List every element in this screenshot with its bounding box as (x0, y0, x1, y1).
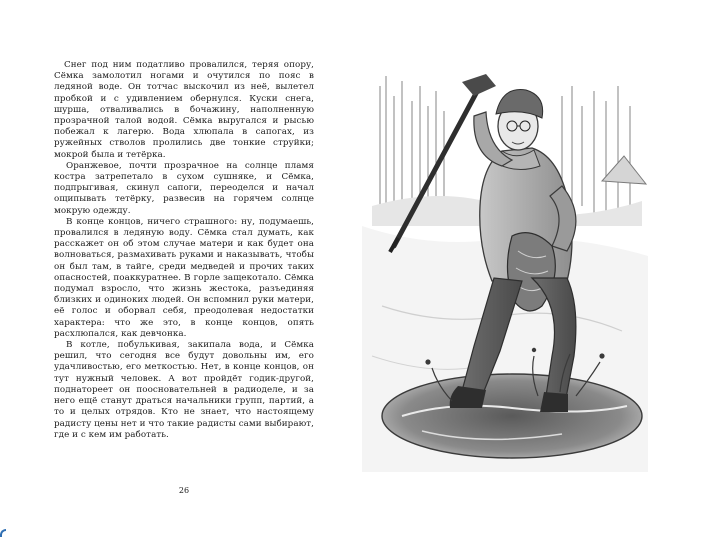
page-number: 26 (178, 486, 190, 495)
illustration-boy-with-gun (362, 56, 648, 472)
paragraph-2: Оранжевое, почти прозрачное на солнце пламя костра затрепетало в сухом сушняке, и Сёмка, подпрыгивая, скинул сапоги, переоделся и начал ощипывать тетёрку, развесив на горячем солнце мокрую одежду. (54, 160, 314, 216)
paragraph-1: Снег под ним податливо провалился, теряя опору, Сёмка замолотил ногами и очутился по пояс в ледяной воде. Он тотчас выскочил из неё, вылетел пробкой и с удивлением обернулся. Куски снега, шурша, отваливались в бочажину, наполненную прозрачной талой водой. Сёмка выругался и рысью побежал к лагерю. Вода хлюпала в сапогах, из ружейных стволов пролились две тонкие струйки; мокрой была и тетёрка. (54, 60, 314, 160)
paragraph-4: В котле, побулькивая, закипала вода, и Сёмка решил, что сегодня все будут довольны им, его удачливостью, его меткостью. Нет, в конце концов, он тут нужный человек. А вот пройдёт годик-другой, поднатореет он поосновательней в радиоделе, и за него ещё станут драться начальники групп, партий, а то и целых отрядов. Кто не знает, что настоящему радисту цены нет и что такие радисты сами выбирают, где и с кем им работать. (54, 340, 314, 440)
corner-mark (0, 529, 6, 537)
illustration-drawing (362, 56, 648, 472)
text-column (54, 60, 314, 441)
paragraph-3: В конце концов, ничего страшного: ну, подумаешь, провалился в ледяную воду. Сёмка стал думать, как расскажет он об этом случае матери и как будет она волноваться, размахивать руками и наказывать, чтобы он был там, в тайге, среди медведей и прочих таких опасностей, поаккуратнее. В горле защекотало. Сёмка подумал взросло, что жизнь жестока, разъединяя близких и одиноких людей. Он вспомнил руки матери, её голос и оборвал себя, преодолевая недостатки характера: что же это, в конце концов, опять расхлюпался, как девчонка. (54, 216, 314, 339)
puddle (382, 374, 642, 458)
